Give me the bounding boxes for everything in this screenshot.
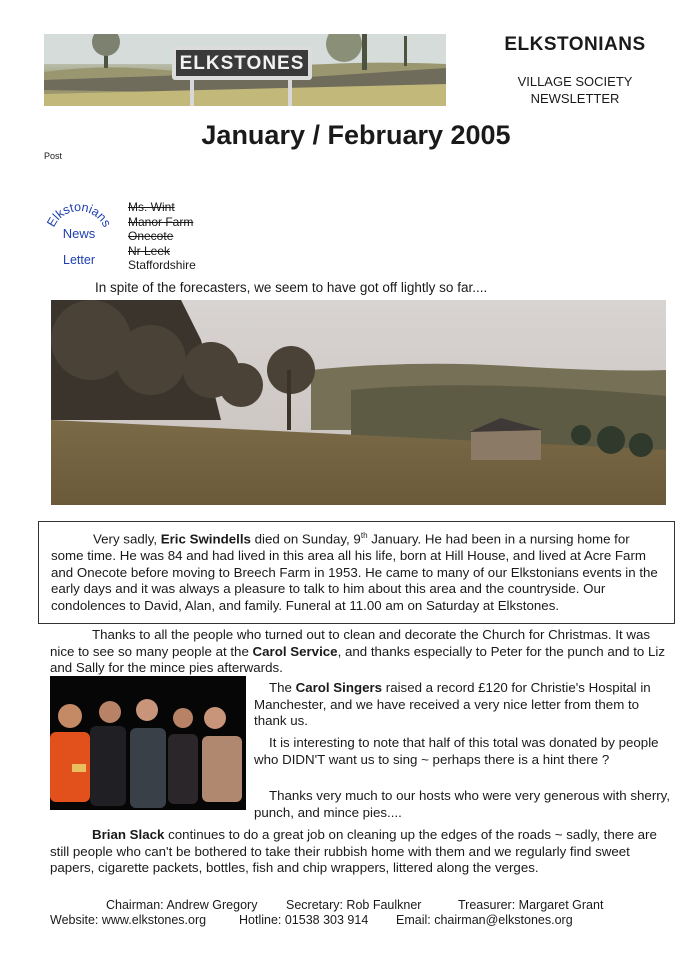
village-sign [172, 46, 312, 80]
obituary-name: Eric Swindells [160, 531, 251, 547]
address-line-3: Onecote [128, 229, 174, 243]
carol-service-label: Carol Service [252, 643, 338, 659]
newsletter-logo-graphic [38, 192, 120, 274]
issue-title: January / February 2005 [201, 120, 511, 150]
footer-secretary: Secretary: Rob Faulkner [286, 898, 422, 912]
brand-subtitle-line-2: NEWSLETTER [530, 91, 620, 106]
intro-text: In spite of the forecasters, we seem to have got off lightly so far.... [95, 280, 488, 295]
footer-chairman: Chairman: Andrew Gregory [106, 898, 258, 912]
logo-center-word: News [62, 226, 96, 241]
header-photo [44, 34, 446, 106]
landscape-photo-scene [51, 300, 666, 505]
sign-text: ELKSTONES [179, 53, 305, 74]
address-line-1: Ms. Wint [128, 200, 175, 214]
footer-website[interactable]: Website: www.elkstones.org [50, 913, 207, 927]
carol-singers-scene [50, 676, 246, 810]
brian-slack-label: Brian Slack [92, 827, 165, 842]
newsletter-brand-subtitle [470, 73, 680, 107]
carol-paragraph-2: It is interesting to note that half of this total was donated by people who DIDN'T want us to sing ~ perhaps there is a hint there ? [254, 735, 659, 767]
footer-treasurer: Treasurer: Margaret Grant [458, 898, 604, 912]
carol-paragraph-1: The Carol Singers raised a record £120 for Christie's Hospital in Manchester, and we have received a very nice letter from them to thank us. [254, 680, 651, 729]
obituary-text: Very sadly, Eric Swindells died on Sunday, 9th January. He had been in a nursing home for some time. He was 84 and had lived in this area all his life, born at Hill House, and lived at Acre Farm and Onecote before moving to Breech Farm in 1953. He came to many of our Elkstonians events in the early days and it was always a pleasure to talk to him about this area and the countryside. Our condolences to David, Alan, and family. Funeral at 11.00 am on Saturday at Elkstones. [51, 531, 658, 613]
newsletter-brand-title: ELKSTONIANS [504, 34, 646, 55]
carol-paragraph-3: Thanks very much to our hosts who were very generous with sherry, punch, and mince pies.... [254, 788, 671, 820]
address-block [128, 200, 196, 273]
brand-subtitle-line-1: VILLAGE SOCIETY [517, 74, 633, 89]
newsletter-logo [38, 192, 120, 274]
logo-bottom-word: Letter [63, 253, 95, 267]
church-paragraph: Thanks to all the people who turned out to clean and decorate the Church for Christmas. It was nice to see so many people at the Carol Service, and thanks especially to Peter for the punch and to Liz and Sally for the mince pies afterwards. [50, 627, 666, 676]
carol-singers-label: Carol Singers [295, 680, 383, 695]
carol-singers-photo [50, 676, 246, 810]
address-line-2: Manor Farm [128, 214, 194, 229]
address-line-5: Staffordshire [128, 258, 196, 272]
logo-arc-word: Elkstonians [44, 199, 114, 230]
obituary-box [38, 521, 675, 624]
footer-hotline: Hotline: 01538 303 914 [239, 913, 369, 927]
post-label: Post [44, 151, 63, 161]
brian-paragraph: Brian Slack continues to do a great job on cleaning up the edges of the roads ~ sadly, there are still people who can't be bothered to take their rubbish home with them and we regularly find sweet papers, cigarette packets, bottles, fish and chip wrappers, littered along the verges. [50, 827, 657, 876]
address-line-4: Nr Leek [128, 243, 171, 258]
footer-email[interactable]: Email: chairman@elkstones.org [396, 913, 573, 927]
landscape-photo [51, 300, 666, 505]
